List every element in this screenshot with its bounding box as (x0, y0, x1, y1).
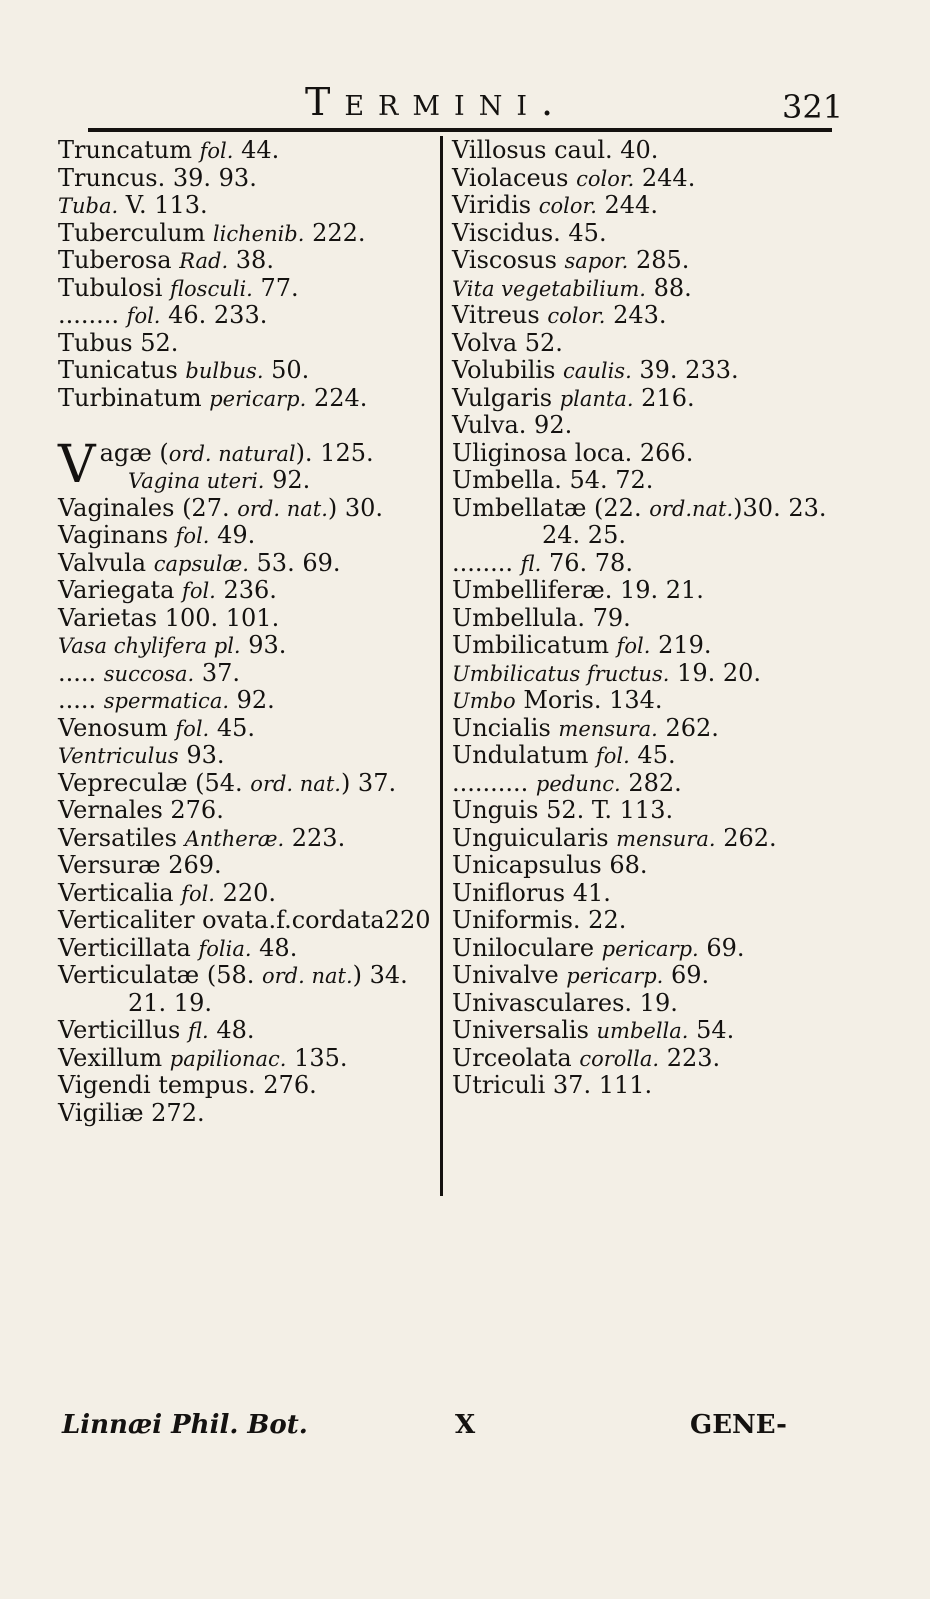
entry-qualifier: lichenib. (212, 221, 305, 246)
entry-term: Verticulatæ (58. (58, 961, 262, 989)
entry-qualifier: fol. (175, 524, 210, 548)
index-entry (452, 275, 842, 303)
entry-references: 69. (698, 933, 745, 962)
index-entry (58, 220, 438, 248)
entry-references: 38. (228, 246, 274, 274)
index-entry (58, 605, 438, 633)
index-entry (452, 660, 842, 688)
entry-references: Moris. 134. (515, 686, 663, 714)
entry-term: 24. 25. (542, 521, 626, 549)
entry-references: 76. 78. (541, 548, 633, 577)
entry-term: Vaginans (58, 521, 176, 549)
index-entry (58, 357, 438, 385)
index-entry (452, 1072, 842, 1100)
entry-qualifier: Ventriculus (58, 744, 179, 768)
index-entry (452, 797, 842, 825)
entry-qualifier: fol. (616, 634, 651, 658)
entry-qualifier: Vita vegetabilium. (452, 276, 646, 301)
entry-references: 244. (634, 163, 696, 192)
entry-term: Umbellula. 79. (452, 603, 631, 632)
entry-qualifier: caulis. (563, 359, 632, 383)
entry-term: Versuræ 269. (58, 851, 222, 879)
entry-term: Umbelliferæ. 19. 21. (452, 576, 704, 604)
entry-term: ........ (58, 301, 127, 329)
signature-mark: X (455, 1410, 476, 1440)
entry-references: 236. (215, 576, 277, 604)
entry-qualifier: sapor. (564, 249, 629, 273)
entry-qualifier: Umbo (452, 689, 516, 713)
entry-term: Volubilis (452, 356, 564, 384)
entry-term: Umbellatæ (22. (452, 493, 650, 522)
entry-qualifier: fl. (520, 551, 542, 576)
index-entry (452, 907, 842, 935)
entry-term: Variegata (58, 576, 183, 604)
entry-qualifier: pericarp. (209, 386, 307, 411)
column-divider (440, 136, 443, 1196)
entry-references: ) 30. (327, 493, 384, 522)
entry-term: Tuberculum (58, 218, 213, 247)
entry-references: 285. (628, 246, 690, 274)
entry-references: 93. (178, 741, 225, 769)
index-entry (58, 1072, 438, 1100)
entry-qualifier: Umbilicatus fructus. (452, 661, 670, 686)
entry-qualifier: corolla. (579, 1046, 660, 1071)
index-entry (452, 1017, 842, 1045)
entry-references: 93. (240, 631, 287, 659)
index-entry (58, 495, 438, 523)
entry-qualifier: fol. (182, 579, 216, 603)
entry-qualifier: papilionac. (169, 1046, 287, 1071)
entry-references: 222. (304, 218, 366, 247)
entry-term: Viridis (452, 191, 539, 219)
entry-term: ..... (58, 658, 104, 687)
index-entry (452, 742, 842, 770)
entry-qualifier: pericarp. (566, 964, 664, 988)
index-entry (452, 522, 842, 550)
entry-references: 45. (629, 741, 676, 769)
index-entry (452, 550, 842, 578)
entry-term: .......... (452, 768, 536, 797)
index-entry (58, 852, 438, 880)
entry-references: )30. 23. (733, 493, 827, 522)
footer-title: Linnæi Phil. Bot. (62, 1410, 308, 1440)
index-entry (58, 1100, 438, 1128)
index-entry (58, 770, 438, 798)
index-entry (58, 632, 438, 660)
entry-qualifier: ord.nat. (649, 496, 734, 521)
index-entry (58, 165, 438, 193)
entry-references: 219. (650, 631, 712, 659)
entry-qualifier: color. (547, 304, 606, 328)
entry-qualifier: succosa. (103, 661, 195, 686)
entry-qualifier: flosculi. (170, 276, 253, 301)
entry-term: Unicapsulus 68. (452, 851, 648, 879)
index-entry (58, 660, 438, 688)
index-entry (452, 770, 842, 798)
drop-initial: V (58, 434, 96, 495)
entry-term: Uliginosa loca. 266. (452, 438, 694, 467)
entry-term: Verticillus (58, 1016, 188, 1044)
entry-qualifier: color. (538, 194, 597, 218)
entry-term: agæ ( (99, 438, 169, 467)
entry-term: Violaceus (452, 163, 577, 192)
entry-term: Uncialis (452, 713, 559, 742)
entry-term: Undulatum (452, 741, 596, 769)
index-column-left (58, 137, 438, 1127)
entry-qualifier: pericarp. (601, 936, 699, 961)
entry-references: 46. 233. (160, 301, 268, 329)
entry-term: ........ (452, 548, 521, 577)
entry-references: V. 113. (118, 191, 208, 219)
entry-qualifier: planta. (559, 386, 634, 411)
entry-qualifier: umbella. (596, 1019, 689, 1043)
entry-term: Uniformis. 22. (452, 906, 627, 934)
index-entry (58, 825, 438, 853)
index-entry (452, 880, 842, 908)
index-entry (58, 385, 438, 413)
entry-qualifier: mensura. (616, 826, 716, 851)
entry-references: 39. 233. (631, 356, 739, 384)
entry-term: Universalis (452, 1016, 597, 1044)
entry-references: 223. (659, 1043, 721, 1072)
entry-references: 262. (715, 823, 777, 852)
index-entry (452, 412, 842, 440)
index-entry (452, 495, 842, 523)
entry-term: Vulva. 92. (452, 411, 573, 439)
entry-qualifier: spermatica. (103, 689, 230, 713)
entry-qualifier: fol. (126, 304, 161, 328)
entry-term: Urceolata (452, 1043, 580, 1072)
entry-qualifier: fl. (188, 1019, 209, 1043)
entry-term: 21. 19. (128, 988, 212, 1017)
index-entry (58, 550, 438, 578)
index-entry (58, 275, 438, 303)
index-entry (58, 522, 438, 550)
entry-qualifier: color. (576, 166, 635, 191)
index-entry (58, 192, 438, 220)
index-entry (452, 825, 842, 853)
entry-term: Unguis 52. T. 113. (452, 796, 674, 824)
entry-references: 37. (194, 658, 241, 687)
entry-references: 223. (284, 823, 346, 852)
entry-references: 244. (596, 191, 658, 219)
entry-term: Volva 52. (452, 328, 563, 357)
index-entry (452, 357, 842, 385)
entry-qualifier: Vasa chylifera pl. (58, 634, 241, 658)
entry-references: 88. (645, 273, 692, 302)
entry-references: 92. (264, 466, 311, 494)
entry-references: 54. (688, 1016, 735, 1044)
index-entry (58, 990, 438, 1018)
entry-references: 49. (209, 521, 256, 549)
entry-qualifier: Vagina uteri. (128, 469, 265, 493)
entry-term: Viscidus. 45. (452, 218, 607, 247)
entry-qualifier: folia. (198, 936, 252, 961)
entry-references: 262. (657, 713, 719, 742)
entry-term: Uniflorus 41. (452, 878, 611, 907)
index-entry (452, 715, 842, 743)
index-entry (452, 440, 842, 468)
index-entry (58, 577, 438, 605)
entry-term: Tuberosa (58, 246, 180, 274)
index-entry (452, 192, 842, 220)
index-entry (58, 907, 438, 935)
index-entry (58, 302, 438, 330)
index-entry (452, 165, 842, 193)
entry-term: Varietas 100. 101. (58, 603, 280, 632)
entry-term: Truncatum (58, 136, 200, 164)
running-title: Termini. (305, 80, 568, 124)
entry-term: Univalve (452, 961, 567, 989)
index-entry (452, 467, 842, 495)
entry-term: Vexillum (58, 1043, 170, 1072)
index-entry (58, 137, 438, 165)
index-entry (58, 715, 438, 743)
entry-term: Vigiliæ 272. (58, 1098, 205, 1127)
index-entry (58, 467, 438, 495)
index-entry (452, 247, 842, 275)
entry-references: 53. 69. (248, 548, 341, 577)
index-entry (452, 632, 842, 660)
index-entry (58, 412, 438, 440)
index-entry (452, 605, 842, 633)
index-entry (452, 852, 842, 880)
index-entry (452, 385, 842, 413)
entry-references: ). 125. (295, 438, 374, 467)
entry-term: Verticillata (58, 933, 199, 962)
entry-term: Venosum (58, 713, 176, 742)
entry-qualifier: mensura. (558, 716, 658, 741)
index-entry (452, 137, 842, 165)
index-entry (452, 220, 842, 248)
entry-references: 48. (208, 1016, 255, 1044)
header-rule (88, 128, 832, 132)
entry-references: 69. (663, 961, 710, 989)
entry-term: Vernales 276. (58, 796, 224, 824)
entry-term: Unguicularis (452, 823, 617, 852)
entry-term: Versatiles (58, 823, 185, 852)
catchword: GENE- (690, 1410, 787, 1440)
index-entry (58, 330, 438, 358)
entry-term: Valvula (58, 548, 154, 577)
page-number: 321 (782, 88, 844, 126)
entry-term: Uniloculare (452, 933, 602, 962)
entry-term: Univasculares. 19. (452, 988, 678, 1017)
entry-qualifier: Rad. (179, 249, 229, 273)
entry-term: Vitreus (452, 301, 548, 329)
entry-term: Vepreculæ (54. (58, 768, 251, 797)
entry-term: ..... (58, 686, 104, 714)
entry-references: 135. (286, 1043, 348, 1072)
entry-references: ) 37. (340, 768, 397, 797)
entry-term: Umbilicatum (452, 631, 617, 659)
entry-term: Villosus caul. 40. (452, 136, 659, 164)
entry-qualifier: ord. nat. (262, 964, 353, 988)
index-entry (58, 247, 438, 275)
entry-qualifier: ord. nat. (250, 771, 341, 796)
entry-references: 19. 20. (669, 658, 762, 687)
entry-term: Tunicatus (58, 356, 186, 384)
entry-references: ) 34. (352, 961, 408, 989)
entry-term: Viscosus (452, 246, 565, 274)
entry-term: Verticalia (58, 878, 182, 907)
index-entry (58, 797, 438, 825)
entry-term: Tubus 52. (58, 328, 179, 357)
entry-term: Vigendi tempus. 276. (58, 1071, 317, 1099)
index-entry (58, 1017, 438, 1045)
entry-references: 50. (263, 356, 310, 384)
index-entry (452, 330, 842, 358)
index-entry (58, 935, 438, 963)
index-entry (58, 742, 438, 770)
index-entry (452, 577, 842, 605)
entry-qualifier: pedunc. (535, 771, 621, 796)
entry-references: 45. (209, 713, 256, 742)
index-entry (452, 935, 842, 963)
index-entry (452, 1045, 842, 1073)
entry-qualifier: fol. (199, 139, 234, 163)
entry-qualifier: ord. natural (168, 441, 296, 466)
entry-references: 44. (233, 136, 280, 164)
entry-references: 282. (620, 768, 682, 797)
entry-term: Utriculi 37. 111. (452, 1071, 653, 1099)
index-entry (58, 880, 438, 908)
entry-qualifier: Tuba. (58, 194, 119, 218)
entry-term: Vulgaris (452, 383, 560, 412)
index-entry (452, 687, 842, 715)
entry-references: 92. (229, 686, 275, 714)
entry-term: Truncus. 39. 93. (58, 163, 257, 192)
index-entry (452, 990, 842, 1018)
entry-references: 224. (306, 383, 368, 412)
entry-qualifier: ord. nat. (237, 496, 328, 521)
entry-term: Vaginales (27. (58, 493, 238, 522)
entry-term: Turbinatum (58, 383, 210, 412)
entry-qualifier: fol. (175, 716, 210, 741)
index-entry (452, 962, 842, 990)
index-entry (58, 962, 438, 990)
entry-qualifier: fol. (181, 881, 215, 906)
entry-term: Umbella. 54. 72. (452, 466, 654, 494)
entry-qualifier: capsulæ. (153, 551, 249, 576)
entry-qualifier: fol. (595, 744, 630, 768)
entry-qualifier: Antheræ. (184, 826, 285, 851)
index-entry (58, 687, 438, 715)
entry-qualifier: bulbus. (185, 359, 264, 383)
index-entry (58, 1045, 438, 1073)
entry-term: Tubulosi (58, 273, 171, 302)
entry-references: 77. (252, 273, 299, 302)
index-entry (452, 302, 842, 330)
entry-references: 48. (251, 933, 298, 962)
index-column-right (452, 137, 842, 1100)
entry-references: 220. (214, 878, 277, 907)
entry-term: Verticaliter ovata.f.cordata220 (58, 906, 431, 934)
entry-references: 216. (633, 383, 695, 412)
entry-references: 243. (605, 301, 667, 329)
